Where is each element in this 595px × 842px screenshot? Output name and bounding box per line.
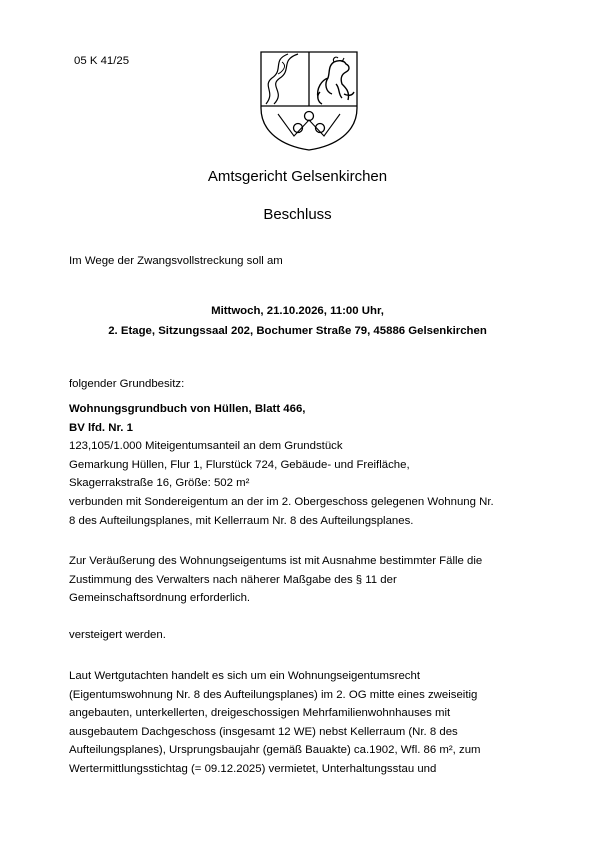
valuation-line: Wertermittlungsstichtag (= 09.12.2025) vermietet, Unterhaltungsstau und [69,762,437,775]
valuation-paragraph [69,667,549,779]
property-line: verbunden mit Sondereigentum an der im 2. Obergeschoss gelegenen Wohnung Nr. [69,495,494,508]
consent-line: Gemeinschaftsordnung erforderlich. [69,592,251,605]
consent-line: Zustimmung des Verwalters nach näherer Maßgabe des § 11 der [69,573,397,586]
auction-statement: versteigert werden. [69,629,166,641]
property-line: 8 des Aufteilungsplanes, mit Kellerraum Nr. 8 des Aufteilungsplanes. [69,514,414,527]
valuation-line: Laut Wertgutachten handelt es sich um ein Wohnungseigentumsrecht [69,670,421,682]
court-name: Amtsgericht Gelsenkirchen [207,168,388,185]
property-label: folgender Grundbesitz: [69,378,185,390]
auction-date: Mittwoch, 21.10.2026, 11:00 Uhr, [211,305,384,317]
property-block [69,400,549,530]
file-number: 05 K 41/25 [74,55,130,67]
document-title: Beschluss [263,206,332,223]
property-line: Gemarkung Hüllen, Flur 1, Flurstück 724, Gebäude- und Freifläche, [69,458,410,471]
auction-location: 2. Etage, Sitzungssaal 202, Bochumer Straße 79, 45886 Gelsenkirchen [108,325,487,337]
nrw-coat-of-arms-icon [258,48,360,152]
valuation-line: angebauten, unterkellerten, dreigeschossigen Mehrfamilienwohnhauses mit [69,707,451,720]
intro-text: Im Wege der Zwangsvollstreckung soll am [69,255,283,267]
consent-paragraph [69,552,549,608]
register-line-1: Wohnungsgrundbuch von Hüllen, Blatt 466, [69,403,306,415]
valuation-line: (Eigentumswohnung Nr. 8 des Aufteilungsplanes) im 2. OG mitte eines zweiseitig [69,688,478,701]
property-line: 123,105/1.000 Miteigentumsanteil an dem Grundstück [69,440,343,453]
property-line: Skagerrakstraße 16, Größe: 502 m² [69,477,250,490]
consent-line: Zur Veräußerung des Wohnungseigentums ist mit Ausnahme bestimmter Fälle die [69,555,483,567]
valuation-line: ausgebautem Dachgeschoss (insgesamt 12 WE) nebst Kellerraum (Nr. 8 des [69,725,458,738]
register-line-2: BV lfd. Nr. 1 [69,421,133,434]
valuation-line: Aufteilungsplanes), Ursprungsbaujahr (gemäß Bauakte) ca.1902, Wfl. 86 m², zum [69,744,481,757]
